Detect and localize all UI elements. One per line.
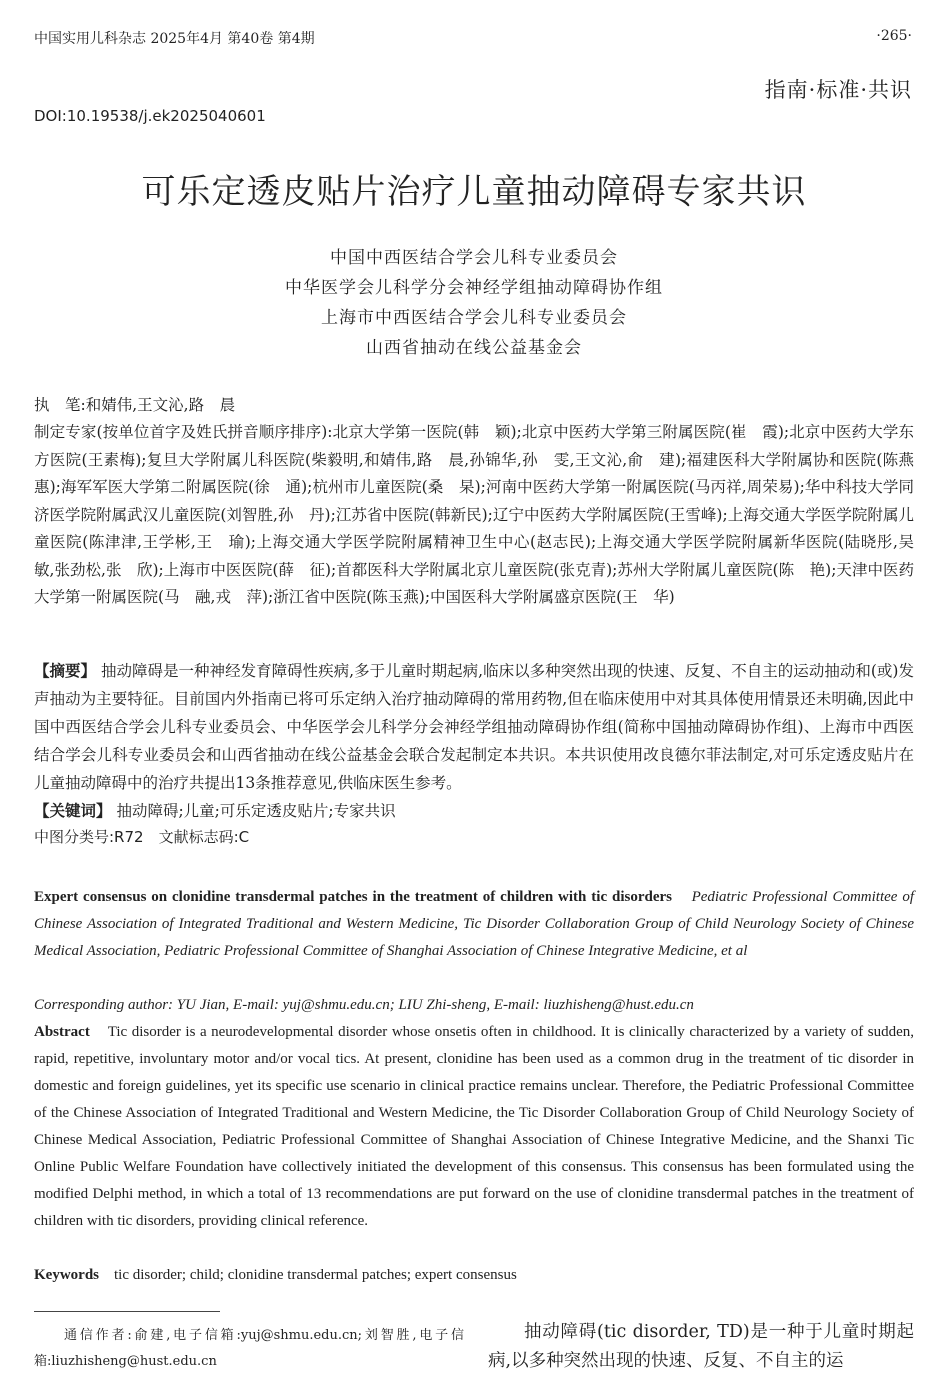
expert-list: 制定专家(按单位首字及姓氏拼音顺序排序):北京大学第一医院(韩 颖);北京中医药大学第三附属医院(崔 霞);北京中医药大学东方医院(王素梅);复旦大学附属儿科医院(柴毅明,和婧伟,路 晨,孙锦华,孙 雯,王文沁,俞 建);福建医科大学附属协和医院(陈燕惠);海军军医大学第二附属医院(徐 通);杭州市儿童医院(桑 杲);河南中医药大学第一附属医院(马丙祥,周荣易);华中科技大学同济医学院附属武汉儿童医院(刘智胜,孙 丹);江苏省中医院(韩新民);辽宁中医药大学附属医院(王雪峰);上海交通大学医学院附属儿童医院(陈津津,王学彬,王 瑜);上海交通大学医学院附属精神卫生中心(赵志民);上海交通大学医学院附属新华医院(陆晓彤,吴 敏,张劲松,张 欣);上海市中医医院(薛 征);首都医科大学附属北京儿童医院(张克青);苏州大学附属儿童医院(陈 艳);天津中医药大学第一附属医院(马 融,戎 萍);浙江省中医院(陈玉燕);中国医科大学附属盛京医院(王 华): [34, 423, 930, 606]
footnote-divider: [34, 1311, 220, 1312]
classification: 中图分类号:R72 文献标志码:C: [34, 828, 250, 846]
keywords-en: [34, 1262, 914, 1289]
keywords-text: 抽动障碍;儿童;可乐定透皮贴片;专家共识: [116, 802, 396, 820]
writers: 执 笔:和婧伟,王文沁,路 晨: [34, 396, 236, 414]
abstract-en-label: Abstract: [34, 1024, 90, 1040]
body-text-start: 抽动障碍(tic disorder, TD)是一种于儿童时期起病,以多种突然出现的快速、反复、不自主的运: [488, 1322, 914, 1371]
page-number: ·265·: [876, 28, 912, 44]
english-title: Expert consensus on clonidine transdermal patches in the treatment of children with tic disorders: [34, 889, 672, 905]
page-title: 可乐定透皮贴片治疗儿童抽动障碍专家共识: [141, 172, 807, 212]
keywords-label: 【关键词】: [34, 802, 112, 820]
footnote: 通信作者:俞建,电子信箱:yuj@shmu.edu.cn;刘智胜,电子信箱:liuzhisheng@hust.edu.cn: [34, 1328, 464, 1369]
english-authors: Pediatric Professional Committee of Chinese Association of Integrated Traditional and Western Medicine, Tic Disorder Collaboration Group of Child Neurology Society of Chinese Medical Association, Pediatric Professional Committee of Shanghai Association of Chinese Integrative Medicine, et al: [34, 889, 914, 959]
keywords-en-text: tic disorder; child; clonidine transdermal patches; expert consensus: [114, 1267, 517, 1283]
abstract-text: 抽动障碍是一种神经发育障碍性疾病,多于儿童时期起病,临床以多种突然出现的快速、反复、不自主的运动抽动和(或)发声抽动为主要特征。目前国内外指南已将可乐定纳入治疗抽动障碍的常用药物,但在临床使用中对其具体使用情景还未明确,因此中国中西医结合学会儿科专业委员会、中华医学会儿科学分会神经学组抽动障碍协作组(简称中国抽动障碍协作组)、上海市中西医结合学会儿科专业委员会和山西省抽动在线公益基金会联合发起制定本共识。本共识使用改良德尔菲法制定,对可乐定透皮贴片在儿童抽动障碍中的治疗共提出13条推荐意见,供临床医生参考。: [34, 662, 914, 792]
doi: DOI:10.19538/j.ek2025040601: [34, 107, 266, 125]
organization: 山西省抽动在线公益基金会: [366, 338, 582, 358]
keywords-en-label: Keywords: [34, 1267, 99, 1283]
keywords-zh: [34, 797, 914, 825]
section-label: 指南·标准·共识: [764, 78, 912, 102]
journal-header: 中国实用儿科杂志 2025年4月 第40卷 第4期: [34, 31, 315, 47]
corresponding-text: Corresponding author: YU Jian, E-mail: yuj@shmu.edu.cn; LIU Zhi-sheng, E-mail: liuzhisheng@hust.edu.cn: [34, 997, 694, 1013]
organization: 中华医学会儿科学分会神经学组抽动障碍协作组: [285, 278, 663, 298]
abstract-zh: [34, 657, 914, 797]
abstract-label: 【摘要】: [34, 662, 97, 680]
abstract-en-text: Tic disorder is a neurodevelopmental disorder whose onsetis often in childhood. It is clinically characterized by a variety of sudden, rapid, repetitive, involuntary motor and/or vocal tics. At present, clonidine has been used as a common drug in the treatment of tic disorder in domestic and foreign guidelines, yet its specific use scenario in clinical practice remains unclear. Therefore, the Pediatric Professional Committee of the Chinese Association of Integrated Traditional and Western Medicine, the Tic Disorder Collaboration Group of Child Neurology Society of Chinese Medical Association, Pediatric Professional Committee of Shanghai Association of Chinese Integrative Medicine, and the Shanxi Tic Online Public Welfare Foundation have collectively initiated the development of this consensus. This consensus has been formulated using the modified Delphi method, in which a total of 13 recommendations are put forward on the use of clonidine transdermal patches in the treatment of children with tic disorders, providing clinical reference.: [34, 1024, 915, 1229]
organization: 中国中西医结合学会儿科专业委员会: [330, 248, 618, 268]
organization: 上海市中西医结合学会儿科专业委员会: [321, 308, 627, 328]
corresponding-author: [34, 992, 914, 1019]
abstract-en: [34, 1019, 914, 1235]
english-header: [34, 884, 914, 965]
